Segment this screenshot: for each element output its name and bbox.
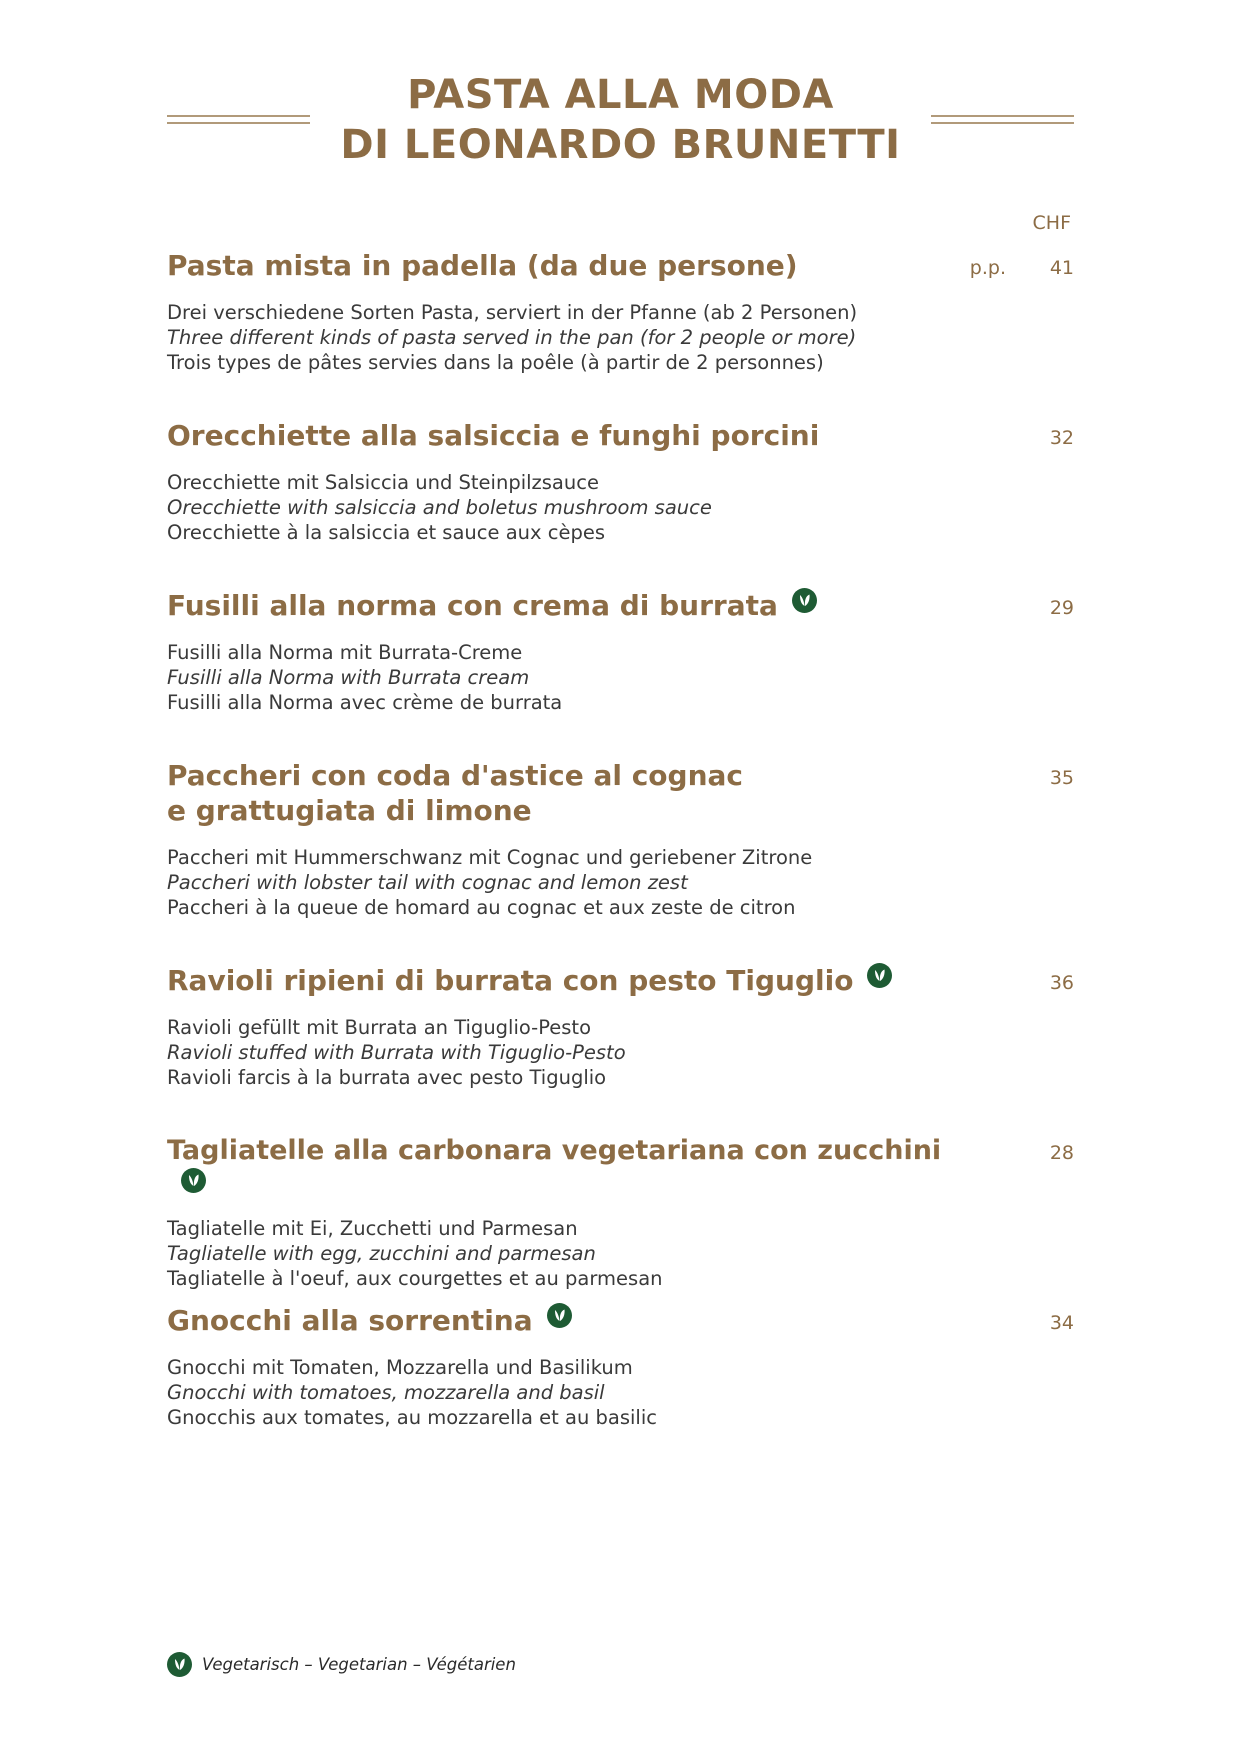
description-fr: Gnocchis aux tomates, au mozzarella et au basilic [167, 1406, 657, 1429]
item-price: 32 [1049, 427, 1074, 449]
leaf-icon [167, 1652, 192, 1677]
description-en: Three different kinds of pasta served in the pan (for 2 people or more) [167, 326, 857, 349]
item-name: Pasta mista in padella (da due persone) [167, 249, 798, 282]
description-de: Drei verschiedene Sorten Pasta, serviert in der Pfanne (ab 2 Personen) [167, 301, 858, 324]
page-header [0, 70, 1241, 180]
description-de: Ravioli gefüllt mit Burrata an Tiguglio-Pesto [167, 1016, 592, 1039]
description-de: Fusilli alla Norma mit Burrata-Creme [167, 641, 523, 664]
item-name: Tagliatelle alla carbonara vegetariana con zucchini [167, 1135, 942, 1166]
item-description [167, 640, 1074, 715]
item-name-line-2: e grattugiata di limone [167, 794, 532, 827]
item-name: Gnocchi alla sorrentina [167, 1304, 533, 1337]
description-fr: Trois types de pâtes servies dans la poêle (à partir de 2 personnes) [167, 351, 824, 374]
description-fr: Fusilli alla Norma avec crème de burrata [167, 691, 563, 714]
description-de: Paccheri mit Hummerschwanz mit Cognac und geriebener Zitrone [167, 846, 813, 869]
item-price: 28 [1049, 1142, 1074, 1164]
item-price: 29 [1049, 597, 1074, 619]
description-en: Orecchiette with salsiccia and boletus mushroom sauce [167, 496, 712, 519]
per-person-label: p.p. [969, 257, 1006, 279]
item-name-row [167, 248, 927, 283]
item-price: 34 [1049, 1312, 1074, 1334]
menu-item [167, 1303, 1074, 1473]
description-en: Paccheri with lobster tail with cognac and lemon zest [167, 871, 688, 894]
title-line-1: PASTA ALLA MODA [407, 72, 834, 118]
legend-text: Vegetarisch – Vegetarian – Végétarien [202, 1655, 516, 1674]
description-de: Tagliatelle mit Ei, Zucchetti und Parmesan [167, 1217, 578, 1240]
item-name-row [167, 963, 927, 998]
item-description [167, 1355, 1074, 1430]
description-en: Tagliatelle with egg, zucchini and parmesan [167, 1242, 596, 1265]
title-line-2: DI LEONARDO BRUNETTI [340, 122, 901, 168]
item-description [167, 845, 1074, 920]
item-description [167, 1015, 1074, 1090]
description-fr: Ravioli farcis à la burrata avec pesto Tiguglio [167, 1066, 607, 1089]
menu-item [167, 1133, 1074, 1303]
description-de: Gnocchi mit Tomaten, Mozzarella und Basilikum [167, 1356, 633, 1379]
item-description [167, 300, 1074, 375]
description-en: Fusilli alla Norma with Burrata cream [167, 666, 530, 689]
description-de: Orecchiette mit Salsiccia und Steinpilzsauce [167, 471, 599, 494]
page-title [0, 70, 1241, 170]
item-name-row [167, 588, 927, 623]
item-price: 35 [1049, 767, 1074, 789]
description-fr: Tagliatelle à l'oeuf, aux courgettes et au parmesan [167, 1267, 663, 1290]
item-name-row [167, 418, 927, 453]
item-name-row [167, 758, 927, 828]
vegetarian-legend [167, 1652, 516, 1678]
item-name: Orecchiette alla salsiccia e funghi porcini [167, 419, 820, 452]
description-en: Ravioli stuffed with Burrata with Tiguglio-Pesto [167, 1041, 626, 1064]
item-name-row [167, 1133, 967, 1199]
menu-item [167, 588, 1074, 758]
item-price: 41 [1049, 257, 1074, 279]
menu-list [167, 248, 1074, 1473]
menu-item [167, 963, 1074, 1133]
item-description [167, 470, 1074, 545]
currency-label: CHF [1032, 212, 1071, 234]
item-price: 36 [1049, 972, 1074, 994]
description-fr: Paccheri à la queue de homard au cognac et aux zeste de citron [167, 896, 796, 919]
item-description [167, 1216, 1074, 1291]
item-name: Fusilli alla norma con crema di burrata [167, 589, 778, 622]
item-name-row [167, 1303, 927, 1338]
menu-item [167, 248, 1074, 418]
leaf-icon [792, 588, 817, 613]
description-fr: Orecchiette à la salsiccia et sauce aux cèpes [167, 521, 605, 544]
description-en: Gnocchi with tomatoes, mozzarella and basil [167, 1381, 605, 1404]
menu-item [167, 418, 1074, 588]
item-name: Ravioli ripieni di burrata con pesto Tiguglio [167, 964, 854, 997]
leaf-icon [867, 963, 892, 988]
leaf-icon [181, 1168, 206, 1193]
menu-item [167, 758, 1074, 963]
item-name-line-1: Paccheri con coda d'astice al cognac [167, 759, 744, 792]
leaf-icon [547, 1303, 572, 1328]
